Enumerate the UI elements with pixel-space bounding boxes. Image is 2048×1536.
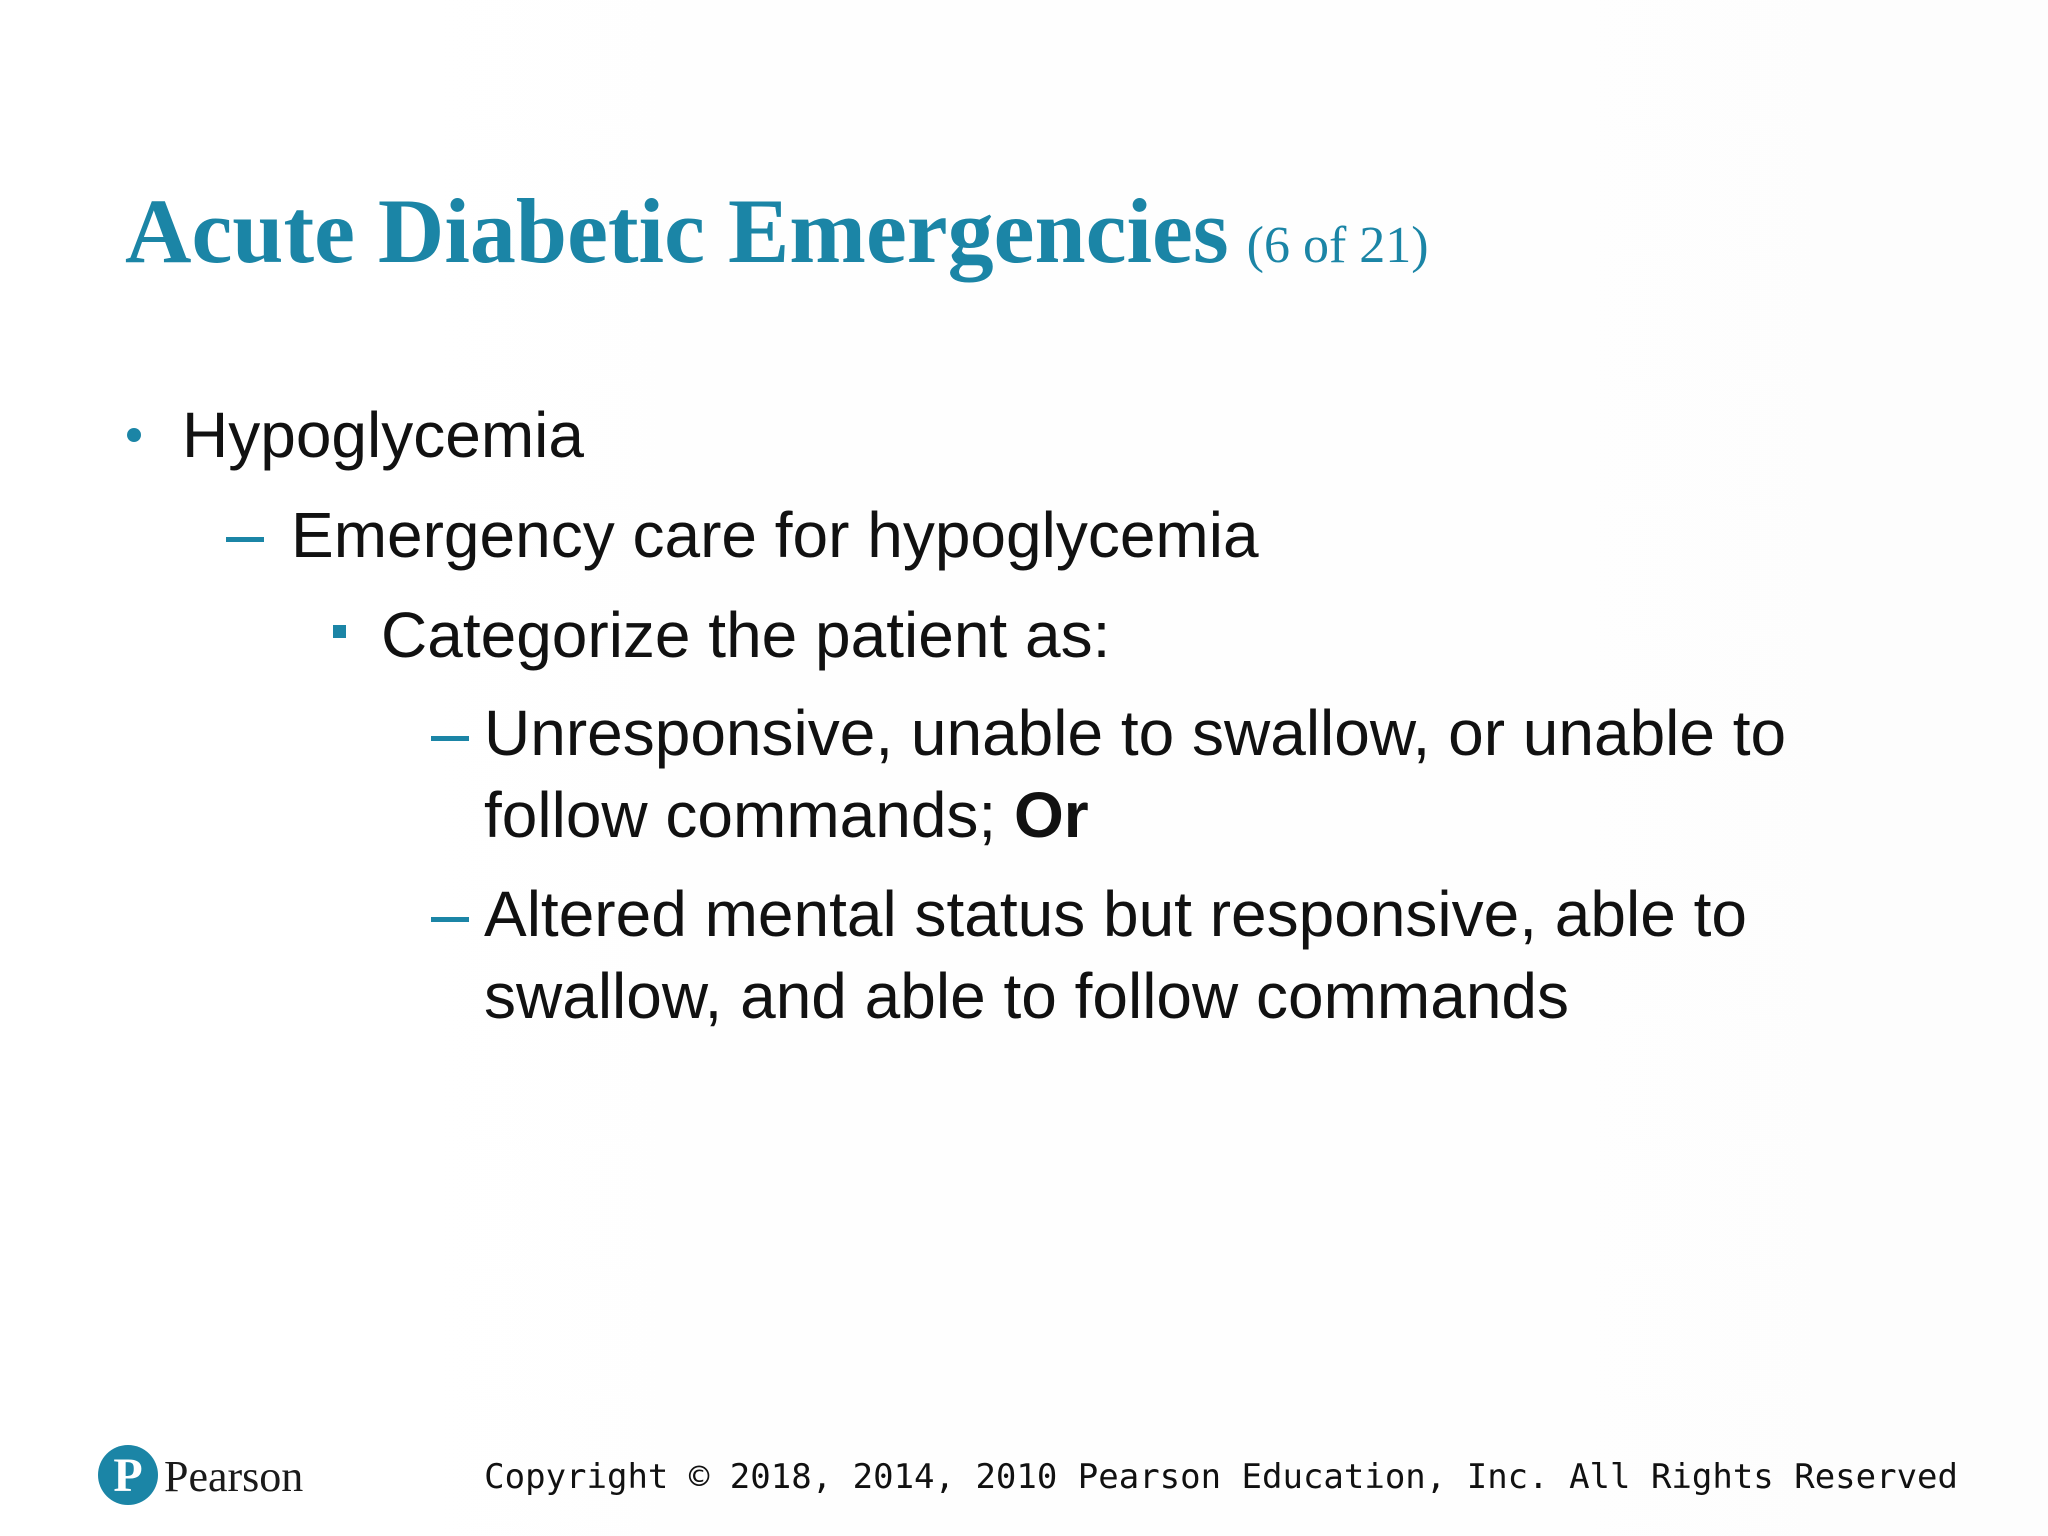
square-bullet-icon <box>333 625 346 638</box>
slide-title <box>125 178 1429 284</box>
bullet-level1: Hypoglycemia <box>182 399 584 471</box>
dash-icon <box>226 537 264 542</box>
item1-bold: Or <box>1013 779 1089 851</box>
dash-icon <box>431 736 469 741</box>
item2-text: Altered mental status but responsive, able to swallow, and able to follow commands <box>484 878 1747 1032</box>
pearson-logo-icon: P <box>98 1445 158 1505</box>
bullet-level3: Categorize the patient as: <box>381 599 1111 671</box>
dash-icon <box>431 917 469 922</box>
title-main: Acute Diabetic Emergencies <box>125 180 1229 282</box>
title-count: (6 of 21) <box>1246 217 1429 274</box>
bullet-level4-item1 <box>484 692 1944 856</box>
bullet-dot-icon <box>127 428 141 442</box>
bullet-level4-item2 <box>484 873 1944 1037</box>
copyright-text: Copyright © 2018, 2014, 2010 Pearson Education, Inc. All Rights Reserved <box>484 1457 1958 1497</box>
item1-text: Unresponsive, unable to swallow, or unable to follow commands; <box>484 697 1787 851</box>
slide-footer <box>98 1445 1958 1515</box>
pearson-logo-text: Pearson <box>164 1452 304 1501</box>
bullet-level2: Emergency care for hypoglycemia <box>291 499 1259 571</box>
